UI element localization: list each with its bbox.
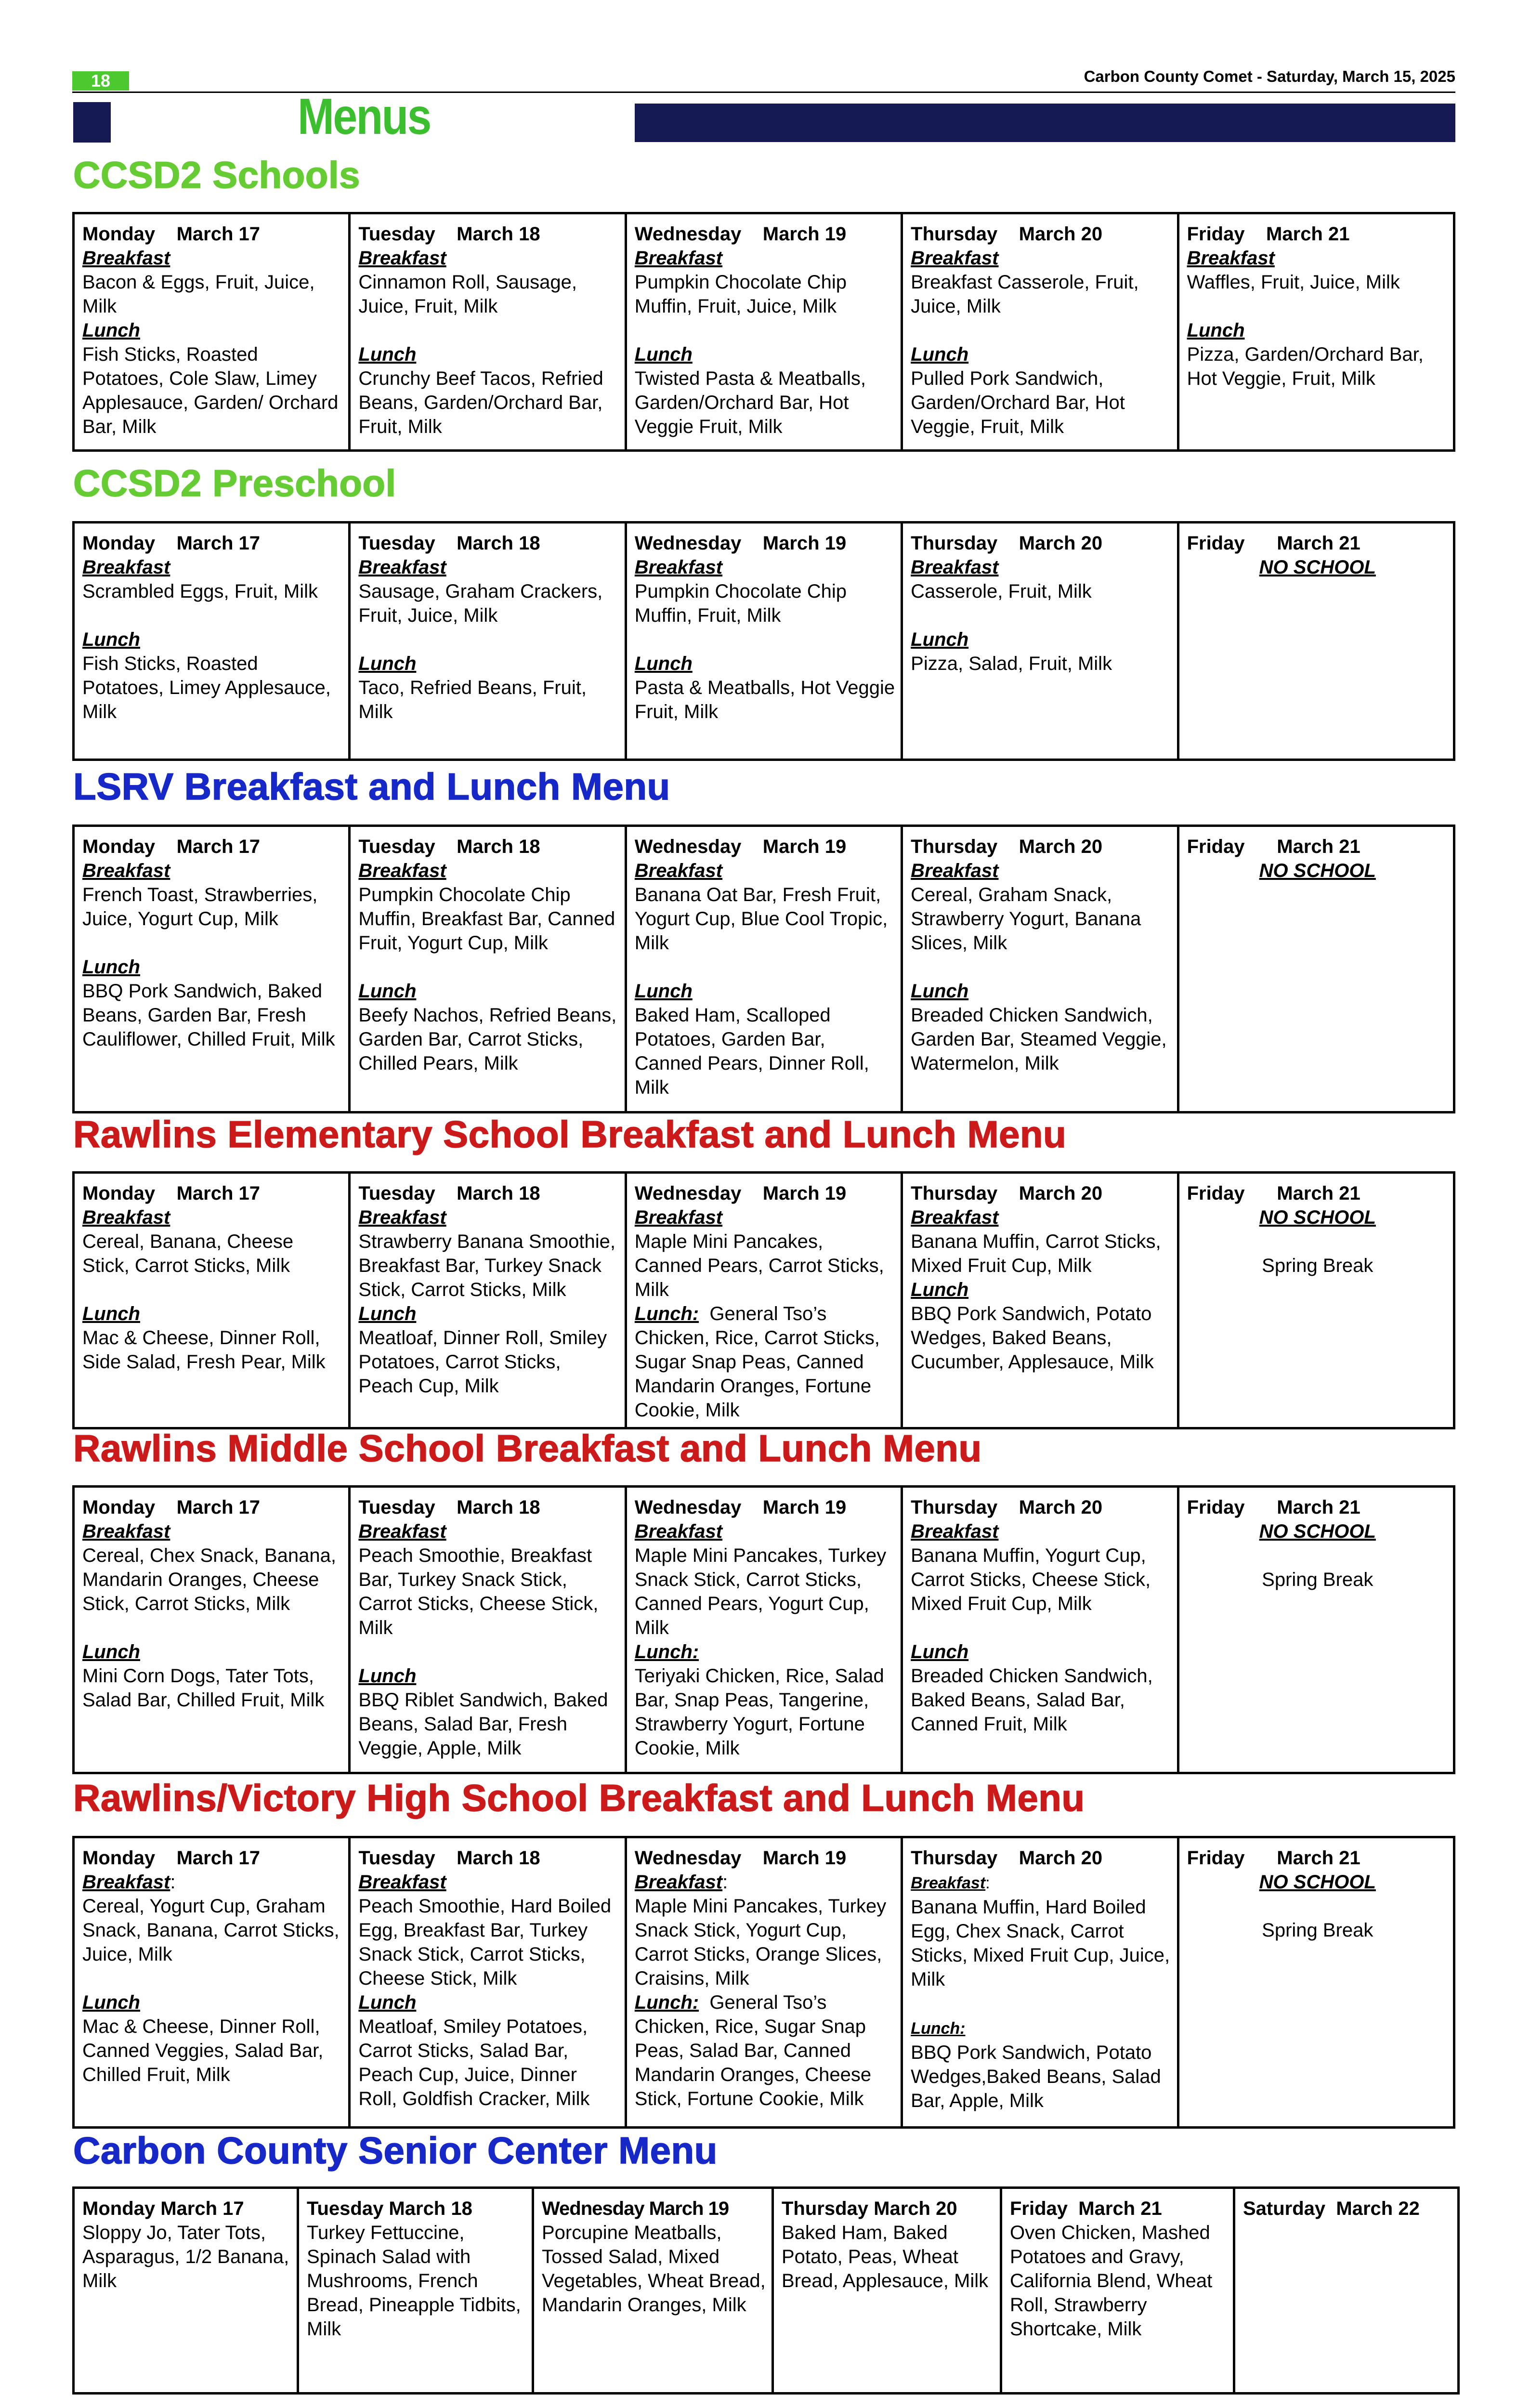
breakfast-items: Banana Muffin, Yogurt Cup, Carrot Sticks, Cheese Stick, Mixed Fruit Cup, Milk xyxy=(911,1545,1151,1614)
day-header: Tuesday March 18 xyxy=(358,1847,540,1869)
lunch-items: Taco, Refried Beans, Fruit, Milk xyxy=(358,677,587,722)
day-cell-monday xyxy=(74,523,350,760)
lunch-label: Lunch xyxy=(358,1665,417,1687)
breakfast-items: Pumpkin Chocolate Chip Muffin, Fruit, Milk xyxy=(634,581,847,626)
day-header: Wednesday March 19 xyxy=(634,533,847,554)
no-school-label: NO SCHOOL xyxy=(1259,557,1376,578)
day-header: Monday March 17 xyxy=(82,533,260,554)
menu-table-rawlins-high xyxy=(72,1836,1455,2129)
lunch-items: BBQ Pork Sandwich, Potato Wedges,Baked Beans, Salad Bar, Apple, Milk xyxy=(911,2042,1161,2111)
lunch-label: Lunch: xyxy=(634,1303,699,1324)
day-cell-thursday xyxy=(902,213,1178,451)
breakfast-label: Breakfast xyxy=(1187,248,1275,269)
day-header: Wednesday March 19 xyxy=(634,1847,847,1869)
day-cell-thursday xyxy=(773,2188,1001,2394)
menu-table-senior-center xyxy=(72,2186,1460,2395)
breakfast-items: Cereal, Yogurt Cup, Graham Snack, Banana, Carrot Sticks, Juice, Milk xyxy=(82,1896,340,1965)
masthead: Carbon County Comet - Saturday, March 15, 2025 xyxy=(1084,67,1455,85)
lunch-items: Breaded Chicken Sandwich, Garden Bar, Steamed Veggie, Watermelon, Milk xyxy=(911,1005,1167,1074)
breakfast-label: Breakfast xyxy=(634,1207,723,1228)
breakfast-label: Breakfast xyxy=(911,860,999,881)
section-title-lsrv: LSRV Breakfast and Lunch Menu xyxy=(73,765,670,808)
breakfast-items: Pumpkin Chocolate Chip Muffin, Fruit, Juice, Milk xyxy=(634,272,847,317)
day-cell-thursday xyxy=(902,1173,1178,1428)
day-cell-wednesday: Wednesday March 19 Breakfast: Maple Mini Pancakes, Turkey Snack Stick, Yogurt Cup, Carrot Sticks, Orange Slices, Craisins, Milk Lunch: General Tso’s Chicken, Rice, Sugar Snap Peas, Salad Bar, Canned Mandarin Oranges, Cheese Stick, Fortune Cookie, Milk xyxy=(626,1837,902,2128)
breakfast-label: Breakfast xyxy=(358,557,446,578)
lunch-items: Teriyaki Chicken, Rice, Salad Bar, Snap Peas, Tangerine, Strawberry Yogurt, Fortune Cookie, Milk xyxy=(634,1665,884,1759)
lunch-label: Lunch xyxy=(634,981,693,1002)
menu-table-lsrv xyxy=(72,824,1455,1113)
day-cell-thursday xyxy=(902,1487,1178,1773)
breakfast-label: Breakfast xyxy=(911,557,999,578)
breakfast-items: Sausage, Graham Crackers, Fruit, Juice, Milk xyxy=(358,581,603,626)
lunch-label: Lunch xyxy=(911,981,969,1002)
spring-break-note: Spring Break xyxy=(1262,1569,1373,1590)
day-cell-tuesday xyxy=(350,213,626,451)
menu-items: Oven Chicken, Mashed Potatoes and Gravy, California Blend, Wheat Roll, Strawberry Shortcake, Milk xyxy=(1010,2222,1213,2340)
day-header: Tuesday March 18 xyxy=(307,2198,472,2219)
lunch-items: Breaded Chicken Sandwich, Baked Beans, Salad Bar, Canned Fruit, Milk xyxy=(911,1665,1153,1735)
lunch-label: Lunch xyxy=(82,629,140,650)
header-navy-bar xyxy=(635,104,1455,142)
day-cell-tuesday xyxy=(350,1837,626,2128)
breakfast-label: Breakfast xyxy=(911,1521,999,1542)
day-cell-wednesday xyxy=(626,523,902,760)
day-header: Friday March 21 xyxy=(1187,836,1360,857)
breakfast-items: Bacon & Eggs, Fruit, Juice, Milk xyxy=(82,272,315,317)
lunch-label: Lunch xyxy=(911,344,969,365)
lunch-label: Lunch: xyxy=(911,2019,966,2038)
day-cell-tuesday xyxy=(350,523,626,760)
day-header: Friday March 21 xyxy=(1187,533,1360,554)
spring-break-note: Spring Break xyxy=(1262,1255,1373,1276)
day-cell-thursday: Thursday March 20 Breakfast: Banana Muffin, Hard Boiled Egg, Chex Snack, Carrot Sticks, Mixed Fruit Cup, Juice, Milk Lunch: BBQ Pork Sandwich, Potato Wedges,Baked Beans, Salad Bar, Apple, Milk xyxy=(902,1837,1178,2128)
breakfast-items: Strawberry Banana Smoothie, Breakfast Bar, Turkey Snack Stick, Carrot Sticks, Milk xyxy=(358,1231,616,1300)
breakfast-items: Peach Smoothie, Breakfast Bar, Turkey Snack Stick, Carrot Sticks, Cheese Stick, Milk xyxy=(358,1545,599,1638)
day-cell-monday xyxy=(74,2188,298,2394)
day-header: Thursday March 20 xyxy=(911,1847,1103,1869)
lunch-items: Pasta & Meatballs, Hot Veggie Fruit, Milk xyxy=(634,677,895,722)
day-cell-monday xyxy=(74,1487,350,1773)
lunch-label: Lunch xyxy=(358,981,417,1002)
breakfast-label: Breakfast xyxy=(82,1521,170,1542)
section-title-ccsd2-schools: CCSD2 Schools xyxy=(73,154,360,196)
day-header: Monday March 17 xyxy=(82,1497,260,1518)
lunch-label: Lunch xyxy=(82,1641,140,1662)
no-school-label: NO SCHOOL xyxy=(1259,1207,1376,1228)
lunch-items: General Tso’s Chicken, Rice, Carrot Sticks, Sugar Snap Peas, Canned Mandarin Oranges, Fortune Cookie, Milk xyxy=(634,1303,880,1421)
day-cell-friday xyxy=(1178,1837,1454,2128)
breakfast-items: Cereal, Banana, Cheese Stick, Carrot Sticks, Milk xyxy=(82,1231,294,1276)
lunch-label: Lunch xyxy=(358,653,417,674)
day-header: Wednesday March 19 xyxy=(634,223,847,245)
day-cell-friday xyxy=(1001,2188,1234,2394)
breakfast-items: Waffles, Fruit, Juice, Milk xyxy=(1187,272,1400,293)
breakfast-items: French Toast, Strawberries, Juice, Yogurt Cup, Milk xyxy=(82,884,318,929)
breakfast-label: Breakfast xyxy=(634,1521,723,1542)
day-header: Monday March 17 xyxy=(82,223,260,245)
day-header: Wednesday March 19 xyxy=(634,836,847,857)
breakfast-items: Casserole, Fruit, Milk xyxy=(911,581,1092,602)
breakfast-label: Breakfast xyxy=(358,860,446,881)
header-navy-block xyxy=(73,102,111,143)
lunch-items: BBQ Riblet Sandwich, Baked Beans, Salad Bar, Fresh Veggie, Apple, Milk xyxy=(358,1689,608,1759)
day-cell-wednesday xyxy=(626,1487,902,1773)
section-title-rawlins-elementary: Rawlins Elementary School Breakfast and Lunch Menu xyxy=(73,1113,1067,1155)
lunch-label: Lunch xyxy=(634,344,693,365)
section-title-rawlins-middle: Rawlins Middle School Breakfast and Lunch Menu xyxy=(73,1427,982,1469)
day-header: Friday March 21 xyxy=(1187,1183,1360,1204)
day-cell-wednesday xyxy=(533,2188,773,2394)
day-cell-friday xyxy=(1178,523,1454,760)
breakfast-label: Breakfast xyxy=(634,860,723,881)
day-cell-monday: Monday March 17 Breakfast: Cereal, Yogurt Cup, Graham Snack, Banana, Carrot Sticks, Juice, Milk Lunch Mac & Cheese, Dinner Roll, Canned Veggies, Salad Bar, Chilled Fruit, Milk xyxy=(74,1837,350,2128)
day-cell-friday xyxy=(1178,1173,1454,1428)
lunch-label: Lunch xyxy=(82,956,140,978)
day-header: Friday March 21 xyxy=(1010,2198,1162,2219)
breakfast-items: Maple Mini Pancakes, Turkey Snack Stick, Yogurt Cup, Carrot Sticks, Orange Slices, Craisins, Milk xyxy=(634,1896,887,1989)
lunch-items: Meatloaf, Smiley Potatoes, Carrot Sticks, Salad Bar, Peach Cup, Juice, Dinner Roll, Goldfish Cracker, Milk xyxy=(358,2016,590,2109)
menu-table-ccsd2-schools xyxy=(72,212,1455,452)
day-header: Monday March 17 xyxy=(82,1183,260,1204)
day-cell-thursday xyxy=(902,523,1178,760)
day-header: Thursday March 20 xyxy=(911,836,1103,857)
breakfast-label: Breakfast xyxy=(358,1521,446,1542)
day-header: Thursday March 20 xyxy=(911,223,1103,245)
lunch-label: Lunch: xyxy=(634,1641,699,1662)
lunch-items: Pulled Pork Sandwich, Garden/Orchard Bar, Hot Veggie, Fruit, Milk xyxy=(911,368,1125,437)
page-number: 18 xyxy=(72,71,129,91)
lunch-items: General Tso’s Chicken, Rice, Sugar Snap Peas, Salad Bar, Canned Mandarin Oranges, Cheese Stick, Fortune Cookie, Milk xyxy=(634,1992,872,2109)
breakfast-label: Breakfast xyxy=(82,557,170,578)
day-header: Tuesday March 18 xyxy=(358,1183,540,1204)
breakfast-items: Banana Muffin, Carrot Sticks, Mixed Fruit Cup, Milk xyxy=(911,1231,1161,1276)
day-header: Friday March 21 xyxy=(1187,1847,1360,1869)
lunch-label: Lunch xyxy=(911,1641,969,1662)
day-header: Friday March 21 xyxy=(1187,223,1350,245)
day-cell-tuesday xyxy=(298,2188,533,2394)
breakfast-label: Breakfast xyxy=(358,1207,446,1228)
lunch-label: Lunch xyxy=(911,629,969,650)
day-cell-wednesday xyxy=(626,1173,902,1428)
lunch-label: Lunch xyxy=(82,1303,140,1324)
lunch-items: Mini Corn Dogs, Tater Tots, Salad Bar, Chilled Fruit, Milk xyxy=(82,1665,325,1711)
menu-table-rawlins-elementary xyxy=(72,1171,1455,1429)
lunch-items: Baked Ham, Scalloped Potatoes, Garden Bar, Canned Pears, Dinner Roll, Milk xyxy=(634,1005,869,1098)
section-title-senior-center: Carbon County Senior Center Menu xyxy=(73,2129,718,2172)
breakfast-items: Banana Oat Bar, Fresh Fruit, Yogurt Cup, Blue Cool Tropic, Milk xyxy=(634,884,888,954)
menu-items: Porcupine Meatballs, Tossed Salad, Mixed Vegetables, Wheat Bread, Mandarin Oranges, Milk xyxy=(542,2222,766,2316)
day-header: Monday March 17 xyxy=(82,836,260,857)
breakfast-items: Cinnamon Roll, Sausage, Juice, Fruit, Milk xyxy=(358,272,577,317)
breakfast-label: Breakfast xyxy=(634,557,723,578)
breakfast-label: Breakfast xyxy=(82,860,170,881)
menu-items: Baked Ham, Baked Potato, Peas, Wheat Bread, Applesauce, Milk xyxy=(782,2222,989,2291)
breakfast-items: Peach Smoothie, Hard Boiled Egg, Breakfast Bar, Turkey Snack Stick, Carrot Sticks, Cheese Stick, Milk xyxy=(358,1896,612,1989)
spring-break-note: Spring Break xyxy=(1262,1920,1373,1941)
menu-items: Sloppy Jo, Tater Tots, Asparagus, 1/2 Banana, Milk xyxy=(82,2222,289,2291)
lunch-label: Lunch xyxy=(358,1992,417,2013)
lunch-items: BBQ Pork Sandwich, Baked Beans, Garden Bar, Fresh Cauliflower, Chilled Fruit, Milk xyxy=(82,981,335,1050)
breakfast-items: Maple Mini Pancakes, Canned Pears, Carrot Sticks, Milk xyxy=(634,1231,884,1300)
day-header: Thursday March 20 xyxy=(911,533,1103,554)
lunch-label: Lunch xyxy=(358,344,417,365)
day-header: Wednesday March 19 xyxy=(634,1183,847,1204)
section-title-ccsd2-preschool: CCSD2 Preschool xyxy=(73,462,396,504)
lunch-label: Lunch xyxy=(82,1992,140,2013)
breakfast-items: Maple Mini Pancakes, Turkey Snack Stick, Carrot Sticks, Canned Pears, Yogurt Cup, Milk xyxy=(634,1545,887,1638)
lunch-items: Twisted Pasta & Meatballs, Garden/Orchard Bar, Hot Veggie Fruit, Milk xyxy=(634,368,866,437)
lunch-items: Crunchy Beef Tacos, Refried Beans, Garden/Orchard Bar, Fruit, Milk xyxy=(358,368,603,437)
no-school-label: NO SCHOOL xyxy=(1259,860,1376,881)
breakfast-items: Scrambled Eggs, Fruit, Milk xyxy=(82,581,318,602)
breakfast-items: Pumpkin Chocolate Chip Muffin, Breakfast Bar, Canned Fruit, Yogurt Cup, Milk xyxy=(358,884,615,954)
breakfast-label: Breakfast xyxy=(358,1871,446,1893)
lunch-items: Mac & Cheese, Dinner Roll, Canned Veggies, Salad Bar, Chilled Fruit, Milk xyxy=(82,2016,324,2085)
day-cell-saturday xyxy=(1234,2188,1459,2394)
breakfast-items: Cereal, Chex Snack, Banana, Mandarin Oranges, Cheese Stick, Carrot Sticks, Milk xyxy=(82,1545,336,1614)
lunch-label: Lunch xyxy=(82,320,140,341)
breakfast-items: Breakfast Casserole, Fruit, Juice, Milk xyxy=(911,272,1139,317)
breakfast-label: Breakfast xyxy=(82,1871,170,1893)
day-header: Tuesday March 18 xyxy=(358,533,540,554)
menu-table-rawlins-middle xyxy=(72,1485,1455,1774)
lunch-items: Beefy Nachos, Refried Beans, Garden Bar, Carrot Sticks, Chilled Pears, Milk xyxy=(358,1005,617,1074)
lunch-label: Lunch xyxy=(634,653,693,674)
no-school-label: NO SCHOOL xyxy=(1259,1521,1376,1542)
breakfast-label: Breakfast xyxy=(911,1874,986,1892)
lunch-label: Lunch: xyxy=(634,1992,699,2013)
lunch-items: Pizza, Salad, Fruit, Milk xyxy=(911,653,1112,674)
day-header: Thursday March 20 xyxy=(911,1497,1103,1518)
breakfast-label: Breakfast xyxy=(82,1207,170,1228)
day-cell-monday xyxy=(74,826,350,1112)
header-rule xyxy=(72,92,1455,93)
day-header: Thursday March 20 xyxy=(782,2198,957,2219)
menu-items: Turkey Fettuccine, Spinach Salad with Mushrooms, French Bread, Pineapple Tidbits, Milk xyxy=(307,2222,521,2340)
day-header: Wednesday March 19 xyxy=(542,2198,729,2219)
day-header: Thursday March 20 xyxy=(911,1183,1103,1204)
breakfast-items: Cereal, Graham Snack, Strawberry Yogurt, Banana Slices, Milk xyxy=(911,884,1141,954)
day-header: Saturday March 22 xyxy=(1243,2198,1420,2219)
breakfast-label: Breakfast xyxy=(82,248,170,269)
day-header: Friday March 21 xyxy=(1187,1497,1360,1518)
lunch-label: Lunch xyxy=(358,1303,417,1324)
day-cell-tuesday xyxy=(350,1487,626,1773)
day-cell-tuesday xyxy=(350,1173,626,1428)
breakfast-label: Breakfast xyxy=(911,1207,999,1228)
day-cell-friday xyxy=(1178,1487,1454,1773)
day-cell-wednesday xyxy=(626,213,902,451)
day-cell-tuesday xyxy=(350,826,626,1112)
lunch-items: Fish Sticks, Roasted Potatoes, Limey Applesauce, Milk xyxy=(82,653,331,722)
lunch-items: Fish Sticks, Roasted Potatoes, Cole Slaw, Limey Applesauce, Garden/ Orchard Bar, Milk xyxy=(82,344,339,437)
lunch-label: Lunch xyxy=(1187,320,1245,341)
day-cell-friday xyxy=(1178,213,1454,451)
day-cell-monday xyxy=(74,1173,350,1428)
day-header: Wednesday March 19 xyxy=(634,1497,847,1518)
breakfast-label: Breakfast xyxy=(634,248,723,269)
day-cell-thursday xyxy=(902,826,1178,1112)
day-header: Tuesday March 18 xyxy=(358,1497,540,1518)
no-school-label: NO SCHOOL xyxy=(1259,1871,1376,1893)
breakfast-label: Breakfast xyxy=(911,248,999,269)
lunch-items: BBQ Pork Sandwich, Potato Wedges, Baked Beans, Cucumber, Applesauce, Milk xyxy=(911,1303,1154,1373)
day-header: Tuesday March 18 xyxy=(358,223,540,245)
lunch-label: Lunch xyxy=(911,1279,969,1300)
breakfast-label: Breakfast xyxy=(634,1871,723,1893)
breakfast-items: Banana Muffin, Hard Boiled Egg, Chex Snack, Carrot Sticks, Mixed Fruit Cup, Juice, Milk xyxy=(911,1897,1170,1990)
lunch-items: Pizza, Garden/Orchard Bar, Hot Veggie, Fruit, Milk xyxy=(1187,344,1424,389)
day-cell-wednesday xyxy=(626,826,902,1112)
lunch-items: Meatloaf, Dinner Roll, Smiley Potatoes, Carrot Sticks, Peach Cup, Milk xyxy=(358,1327,607,1397)
day-cell-friday xyxy=(1178,826,1454,1112)
day-header: Monday March 17 xyxy=(82,1847,260,1869)
day-cell-monday xyxy=(74,213,350,451)
day-header: Monday March 17 xyxy=(82,2198,244,2219)
section-title-rawlins-high: Rawlins/Victory High School Breakfast and Lunch Menu xyxy=(73,1777,1085,1819)
breakfast-label: Breakfast xyxy=(358,248,446,269)
day-header: Tuesday March 18 xyxy=(358,836,540,857)
lunch-items: Mac & Cheese, Dinner Roll, Side Salad, Fresh Pear, Milk xyxy=(82,1327,326,1373)
page-title: Menus xyxy=(298,88,431,145)
menu-table-ccsd2-preschool xyxy=(72,521,1455,761)
